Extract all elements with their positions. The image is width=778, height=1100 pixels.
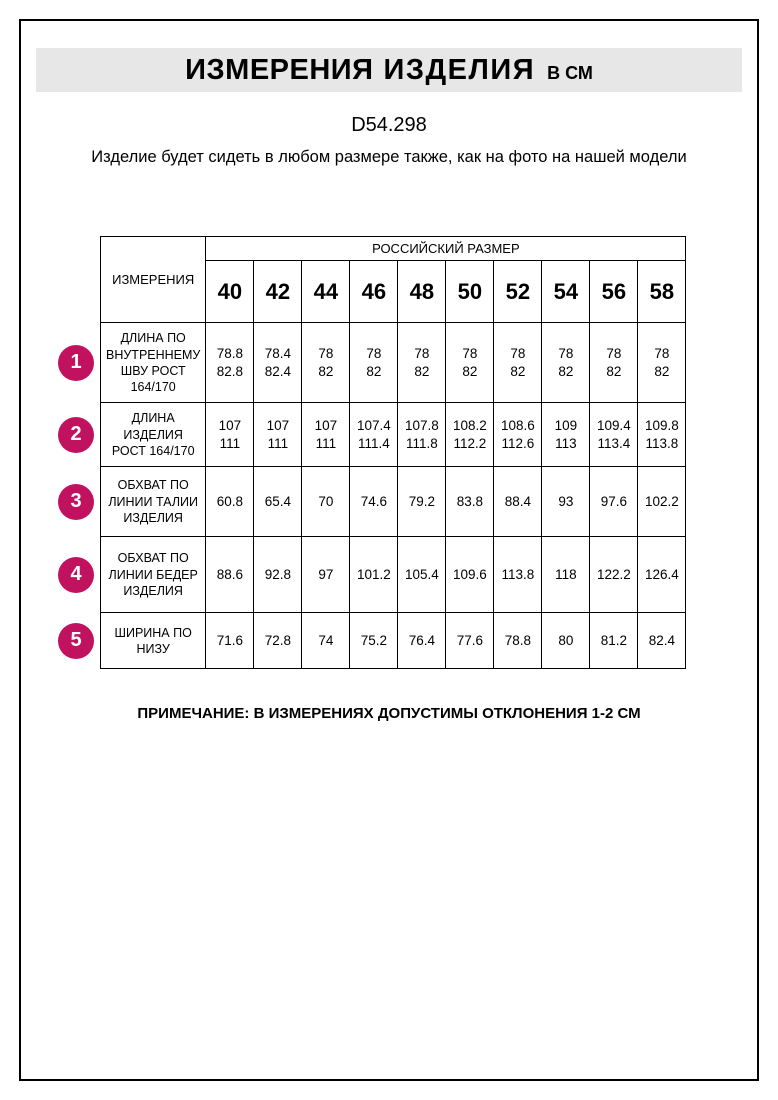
measurements-column-header: ИЗМЕРЕНИЯ <box>101 237 206 323</box>
russian-size-group-header: РОССИЙСКИЙ РАЗМЕР <box>206 237 686 261</box>
measurement-value: 78.4 82.4 <box>254 323 302 403</box>
table-row <box>101 467 686 537</box>
measurement-value: 74.6 <box>350 467 398 537</box>
size-column-header: 44 <box>302 261 350 323</box>
table-row <box>101 323 686 403</box>
size-column-header: 46 <box>350 261 398 323</box>
measurement-value: 78 82 <box>446 323 494 403</box>
measurement-value: 107.8 111.8 <box>398 403 446 467</box>
measurement-value: 78 82 <box>302 323 350 403</box>
note-text: ПРИМЕЧАНИЕ: В ИЗМЕРЕНИЯХ ДОПУСТИМЫ ОТКЛОНЕНИЯ 1-2 СМ <box>137 705 641 723</box>
description-text: Изделие будет сидеть в любом размере также, как на фото на нашей модели <box>91 148 687 166</box>
measurement-value: 113.8 <box>494 537 542 613</box>
measurement-label: ОБХВАТ ПО ЛИНИИ БЕДЕР ИЗДЕЛИЯ <box>101 537 206 613</box>
measurement-value: 78.8 82.8 <box>206 323 254 403</box>
row-number-badge: 3 <box>58 484 94 520</box>
table-row <box>101 537 686 613</box>
measurement-value: 109.8 113.8 <box>638 403 686 467</box>
size-column-header: 58 <box>638 261 686 323</box>
measurement-value: 107 111 <box>206 403 254 467</box>
size-column-header: 40 <box>206 261 254 323</box>
measurement-value: 105.4 <box>398 537 446 613</box>
measurement-value: 72.8 <box>254 613 302 669</box>
measurement-value: 109.6 <box>446 537 494 613</box>
page-title-units: В СМ <box>547 63 593 83</box>
size-column-header: 54 <box>542 261 590 323</box>
measurement-value: 108.2 112.2 <box>446 403 494 467</box>
table-row <box>101 403 686 467</box>
measurement-value: 93 <box>542 467 590 537</box>
size-table <box>100 236 686 669</box>
measurement-value: 97 <box>302 537 350 613</box>
measurement-value: 76.4 <box>398 613 446 669</box>
measurement-value: 126.4 <box>638 537 686 613</box>
measurement-value: 109.4 113.4 <box>590 403 638 467</box>
measurement-value: 70 <box>302 467 350 537</box>
size-column-header: 56 <box>590 261 638 323</box>
measurement-value: 74 <box>302 613 350 669</box>
measurement-value: 75.2 <box>350 613 398 669</box>
size-table-body <box>101 323 686 669</box>
row-number-badge: 1 <box>58 345 94 381</box>
measurement-value: 88.4 <box>494 467 542 537</box>
measurement-value: 118 <box>542 537 590 613</box>
row-number-badge: 5 <box>58 623 94 659</box>
table-row <box>101 613 686 669</box>
measurement-value: 88.6 <box>206 537 254 613</box>
measurement-value: 78 82 <box>494 323 542 403</box>
measurement-value: 65.4 <box>254 467 302 537</box>
measurement-value: 78 82 <box>590 323 638 403</box>
measurement-value: 78.8 <box>494 613 542 669</box>
measurement-value: 102.2 <box>638 467 686 537</box>
measurement-value: 107 111 <box>302 403 350 467</box>
size-column-header: 52 <box>494 261 542 323</box>
measurement-value: 108.6 112.6 <box>494 403 542 467</box>
measurement-value: 80 <box>542 613 590 669</box>
measurement-value: 78 82 <box>398 323 446 403</box>
measurement-label: ОБХВАТ ПО ЛИНИИ ТАЛИИ ИЗДЕЛИЯ <box>101 467 206 537</box>
measurement-value: 122.2 <box>590 537 638 613</box>
measurement-value: 79.2 <box>398 467 446 537</box>
measurement-value: 97.6 <box>590 467 638 537</box>
measurement-value: 107.4 111.4 <box>350 403 398 467</box>
measurement-value: 107 111 <box>254 403 302 467</box>
measurement-value: 77.6 <box>446 613 494 669</box>
measurement-value: 71.6 <box>206 613 254 669</box>
measurement-value: 101.2 <box>350 537 398 613</box>
size-column-header: 50 <box>446 261 494 323</box>
measurement-label: ДЛИНА ПО ВНУТРЕННЕМУ ШВУ РОСТ 164/170 <box>101 323 206 403</box>
article-code: D54.298 <box>351 114 427 136</box>
measurement-value: 60.8 <box>206 467 254 537</box>
size-column-header: 48 <box>398 261 446 323</box>
measurement-value: 82.4 <box>638 613 686 669</box>
measurement-label: ДЛИНА ИЗДЕЛИЯ РОСТ 164/170 <box>101 403 206 467</box>
measurement-value: 109 113 <box>542 403 590 467</box>
page-title-emphasis: ИЗДЕЛИЯ <box>383 54 536 86</box>
group-header-row <box>101 237 686 261</box>
size-column-header: 42 <box>254 261 302 323</box>
size-table-section <box>21 236 757 669</box>
measurement-value: 83.8 <box>446 467 494 537</box>
measurement-value: 78 82 <box>542 323 590 403</box>
row-number-badge: 4 <box>58 557 94 593</box>
page-title: ИЗМЕРЕНИЯ <box>185 54 374 86</box>
measurement-value: 78 82 <box>350 323 398 403</box>
measurement-value: 81.2 <box>590 613 638 669</box>
title-bar <box>36 48 742 92</box>
page-content <box>21 21 757 722</box>
row-number-badge: 2 <box>58 417 94 453</box>
measurement-value: 78 82 <box>638 323 686 403</box>
measurement-label: ШИРИНА ПО НИЗУ <box>101 613 206 669</box>
measurement-value: 92.8 <box>254 537 302 613</box>
